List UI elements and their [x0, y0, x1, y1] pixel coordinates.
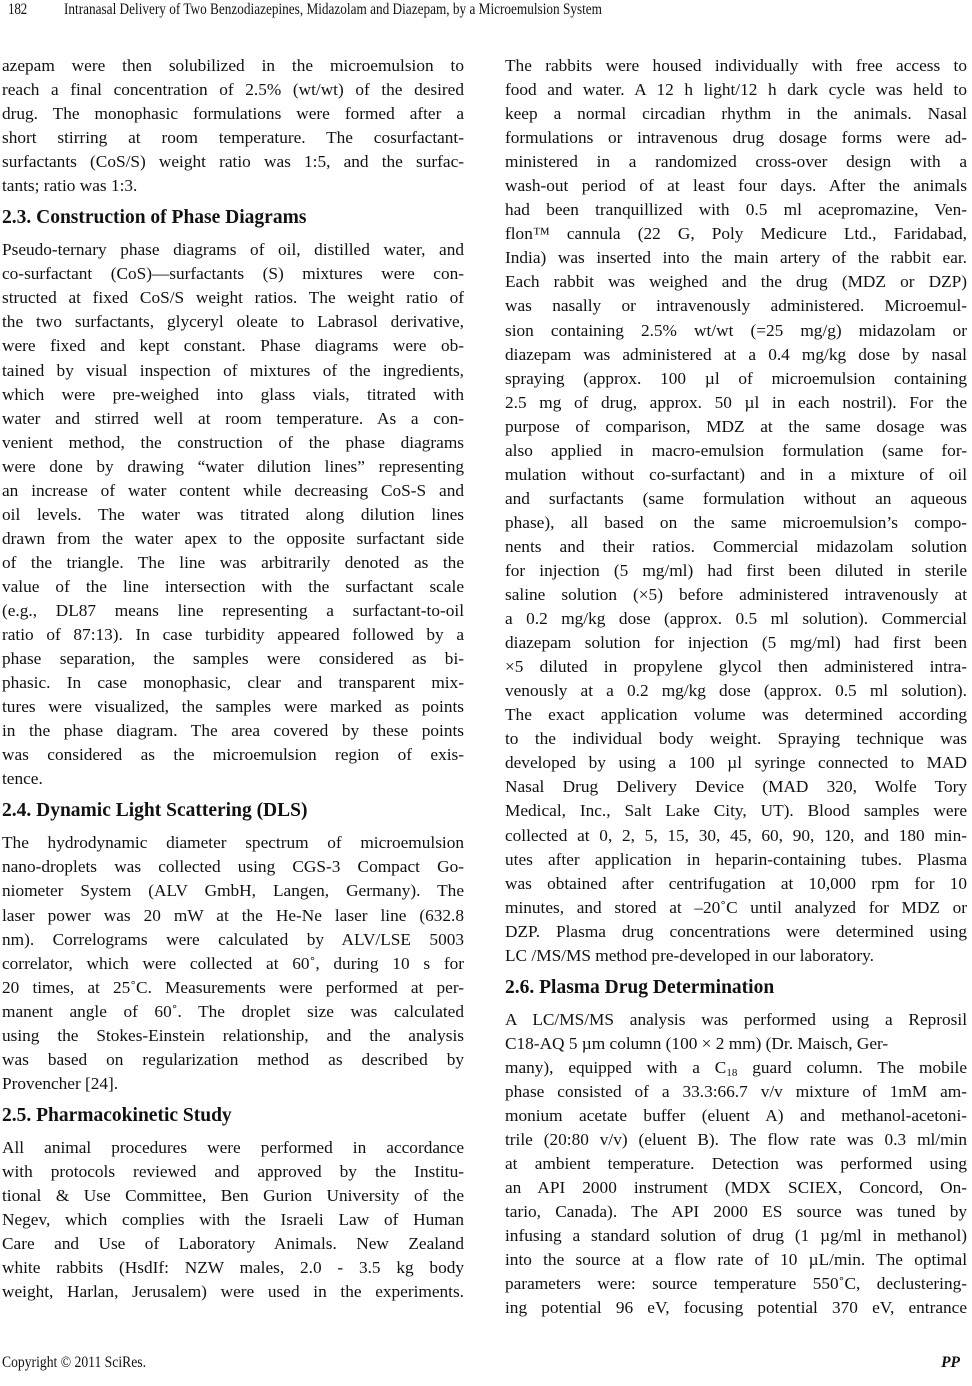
text-line: flon™ cannula (22 G, Poly Medicure Ltd., Faridabad, — [505, 224, 967, 244]
text-line: phase), all based on the same microemulsion’s compo- — [505, 512, 967, 532]
c18-line: many), equipped with a $C_{18}$ guard column. The mobile — [505, 1057, 967, 1079]
text-line: India) was inserted into the main artery of the rabbit ear. — [505, 248, 967, 268]
text-line: structed at fixed CoS/S weight ratios. The weight ratio of — [2, 288, 464, 308]
text-line: The hydrodynamic diameter spectrum of microemulsion — [2, 833, 464, 853]
text-line: the two surfactants, glyceryl oleate to Labrasol derivative, — [2, 312, 464, 332]
text-line: with protocols reviewed and approved by the Institu- — [2, 1161, 464, 1181]
section-heading-2-3: 2.3. Construction of Phase Diagrams — [2, 207, 307, 229]
page-header — [0, 0, 972, 24]
text-line: monium acetate buffer (eluent A) and methanol-acetoni- — [505, 1105, 967, 1125]
text-line: ×5 diluted in propylene glycol then administered intra- — [505, 657, 967, 677]
text-line: an API 2000 instrument (MDX SCIEX, Concord, On- — [505, 1178, 967, 1198]
left-column — [2, 54, 464, 1304]
text-line: nm). Correlograms were calculated by ALV/LSE 5003 — [2, 929, 464, 949]
text-line: into the source at a flow rate of 10 µL/min. The optimal — [505, 1250, 967, 1270]
text-line: saline solution (×5) before administered intravenously at — [505, 585, 967, 605]
text-line: co-surfactant (CoS)—surfactants (S) mixtures were con- — [2, 264, 464, 284]
text-line: venously at a 0.2 mg/kg dose (approx. 0.5 ml solution). — [505, 681, 967, 701]
text-line: weight, Harlan, Jerusalem) were used in the experiments. — [2, 1282, 464, 1302]
text-line: infusing a standard solution of drug (1 µg/ml in methanol) — [505, 1226, 967, 1246]
text-line: Medical, Inc., Salt Lake City, UT). Blood samples were — [505, 801, 967, 821]
text-line: using the Stokes-Einstein relationship, and the analysis — [2, 1025, 464, 1045]
text-line: at ambient temperature. Detection was performed using — [505, 1154, 967, 1174]
text-line: of the triangle. The line was arbitrarily denoted as the — [2, 552, 464, 572]
text-line: niometer System (ALV GmbH, Langen, Germany). The — [2, 881, 464, 901]
text-line: laser power was 20 mW at the He-Ne laser line (632.8 — [2, 905, 464, 925]
text-line: to the individual body weight. Spraying technique was — [505, 729, 967, 749]
text-line: purpose of comparison, MDZ at the same dosage was — [505, 416, 967, 436]
text-line: All animal procedures were performed in accordance — [2, 1137, 464, 1157]
section-heading-2-6: 2.6. Plasma Drug Determination — [505, 976, 775, 998]
text-line: for injection (5 mg/ml) had first been diluted in sterile — [505, 560, 967, 580]
running-title: Intranasal Delivery of Two Benzodiazepines, Midazolam and Diazepam, by a Microemulsion System — [64, 1, 602, 18]
text-line: diazepam solution for injection (5 mg/ml) had first been — [505, 633, 967, 653]
paragraph-plasma-determination — [505, 1008, 967, 1321]
section-heading-2-4: 2.4. Dynamic Light Scattering (DLS) — [2, 800, 308, 822]
section-heading-2-5: 2.5. Pharmacokinetic Study — [2, 1104, 232, 1126]
text-line: was based on regularization method as described by — [2, 1049, 464, 1069]
text-line: was obtained after centrifugation at 10,000 rpm for 10 — [505, 873, 967, 893]
paragraph-phase-diagrams — [2, 238, 464, 791]
text-line: Each rabbit was weighed and the drug (MDZ or DZP) — [505, 272, 967, 292]
text-line: azepam were then solubilized in the microemulsion to — [2, 56, 464, 75]
text-line: was considered as the microemulsion region of exis- — [2, 745, 464, 765]
text-line: food and water. A 12 h light/12 h dark cycle was held to — [505, 80, 967, 100]
text-line: nents and their ratios. Commercial midazolam solution — [505, 536, 967, 556]
text-line: manent angle of 60˚. The droplet size was calculated — [2, 1001, 464, 1021]
text-line: diazepam was administered at a 0.4 mg/kg dose by nasal — [505, 344, 967, 364]
text-line: tional & Use Committee, Ben Gurion University of the — [2, 1185, 464, 1205]
paragraph-pharmacokinetic — [2, 1136, 464, 1304]
text-line: tants; ratio was 1:3. — [2, 176, 138, 196]
text-line: minutes, and stored at –20˚C until analyzed for MDZ or — [505, 897, 967, 917]
text-line: oil levels. The water was titrated along dilution lines — [2, 504, 464, 524]
right-column — [505, 54, 967, 1320]
text-line: wash-out period of at least four days. After the animals — [505, 176, 967, 196]
text-line: 20 times, at 25˚C. Measurements were performed at per- — [2, 977, 464, 997]
text-line: tence. — [2, 769, 43, 789]
text-line: (e.g., DL87 means line representing a surfactant-to-oil — [2, 600, 464, 620]
text-line: collected at 0, 2, 5, 15, 30, 45, 60, 90, 120, and 180 min- — [505, 825, 967, 845]
text-line: spraying (approx. 100 µl of microemulsion containing — [505, 368, 967, 388]
text-line: formulations or intravenous drug dosage forms were ad- — [505, 128, 967, 148]
text-line: a 0.2 mg/kg dose (approx. 0.5 ml solution). Commercial — [505, 609, 967, 629]
text-line: venient method, the construction of the phase diagrams — [2, 432, 464, 452]
text-line: keep a normal circadian rhythm in the animals. Nasal — [505, 104, 967, 124]
text-line: drug. The monophasic formulations were formed after a — [2, 104, 464, 124]
text-line: A LC/MS/MS analysis was performed using a Reprosil — [505, 1009, 967, 1029]
text-line: drawn from the water apex to the opposite surfactant side — [2, 528, 464, 548]
text-line: had been tranquillized with 0.5 ml acepromazine, Ven- — [505, 200, 967, 220]
text-line: ing potential 96 eV, focusing potential 370 eV, entrance — [505, 1298, 967, 1318]
text-line: Care and Use of Laboratory Animals. New Zealand — [2, 1234, 464, 1254]
text-line: LC /MS/MS method pre-developed in our laboratory. — [505, 945, 874, 965]
paragraph-pharmacokinetic-continued — [505, 54, 967, 968]
text-line: ratio of 87:13). In case turbidity appeared followed by a — [2, 625, 464, 645]
text-line: surfactants (CoS/S) weight ratio was 1:5, and the surfac- — [2, 152, 464, 172]
text-line: DZP. Plasma drug concentrations were determined using — [505, 921, 967, 941]
text-line: correlator, which were collected at 60˚, during 10 s for — [2, 953, 464, 973]
text-line: Pseudo-ternary phase diagrams of oil, distilled water, and — [2, 240, 464, 260]
text-line: tures were visualized, the samples were marked as points — [2, 697, 464, 717]
text-line: in the phase diagram. The area covered by these points — [2, 721, 464, 741]
text-line: parameters were: source temperature 550˚C, declustering- — [505, 1274, 967, 1294]
copyright-notice: Copyright © 2011 SciRes. — [2, 1354, 146, 1371]
text-line: water and stirred well at room temperature. As a con- — [2, 408, 464, 428]
page-footer — [0, 1350, 972, 1380]
text-line: an increase of water content while decreasing CoS-S and — [2, 480, 464, 500]
text-line: C18-AQ 5 µm column (100 × 2 mm) (Dr. Maisch, Ger- — [505, 1033, 889, 1053]
text-line: 2.5 mg of drug, approx. 50 µl in each nostril). For the — [505, 392, 967, 412]
text-line: mulation without co-surfactant) and in a mixture of oil — [505, 464, 967, 484]
text-line: was nasally or intravenously administered. Microemul- — [505, 296, 967, 316]
text-line: reach a final concentration of 2.5% (wt/wt) of the desired — [2, 80, 464, 100]
text-line: ministered in a randomized cross-over design with a — [505, 152, 967, 172]
text-line: tained by visual inspection of mixtures of the ingredients, — [2, 360, 464, 380]
text-line: tario, Canada). The API 2000 ES source was tuned by — [505, 1202, 967, 1222]
text-line: and surfactants (same formulation without an aqueous — [505, 488, 967, 508]
text-line: which were pre-weighed into glass vials, titrated with — [2, 384, 464, 404]
text-line: were fixed and kept constant. Phase diagrams were ob- — [2, 336, 464, 356]
text-line: Negev, which complies with the Israeli Law of Human — [2, 1210, 464, 1230]
text-line: The exact application volume was determined according — [505, 705, 967, 725]
text-line: nano-droplets was collected using CGS-3 Compact Go- — [2, 857, 464, 877]
page-number: 182 — [8, 1, 28, 18]
text-line: phasic. In case monophasic, clear and transparent mix- — [2, 673, 464, 693]
text-line: utes after application in heparin-containing tubes. Plasma — [505, 849, 967, 869]
text-line: value of the line intersection with the surfactant scale — [2, 576, 464, 596]
text-line: The rabbits were housed individually with free access to — [505, 56, 967, 75]
text-line: Nasal Drug Delivery Device (MAD 320, Wolfe Tory — [505, 777, 967, 797]
text-line: phase separation, the samples were considered as bi- — [2, 649, 464, 669]
text-line: short stirring at room temperature. The cosurfactant- — [2, 128, 464, 148]
text-line: also applied in macro-emulsion formulation (same for- — [505, 440, 967, 460]
text-line: were done by drawing “water dilution lines” representing — [2, 456, 464, 476]
text-line: Provencher [24]. — [2, 1073, 119, 1093]
text-line: sion containing 2.5% wt/wt (=25 mg/g) midazolam or — [505, 320, 967, 340]
text-line: white rabbits (HsdIf: NZW males, 2.0 - 3.5 kg body — [2, 1258, 464, 1278]
text-line: phase consisted of a 33.3:66.7 v/v mixture of 1mM am- — [505, 1081, 967, 1101]
paragraph-intro — [2, 54, 464, 198]
journal-abbreviation: PP — [941, 1354, 960, 1371]
text-line: developed by using a 100 µl syringe connected to MAD — [505, 753, 967, 773]
paragraph-dls — [2, 831, 464, 1096]
text-line: trile (20:80 v/v) (eluent B). The flow rate was 0.3 ml/min — [505, 1130, 967, 1150]
